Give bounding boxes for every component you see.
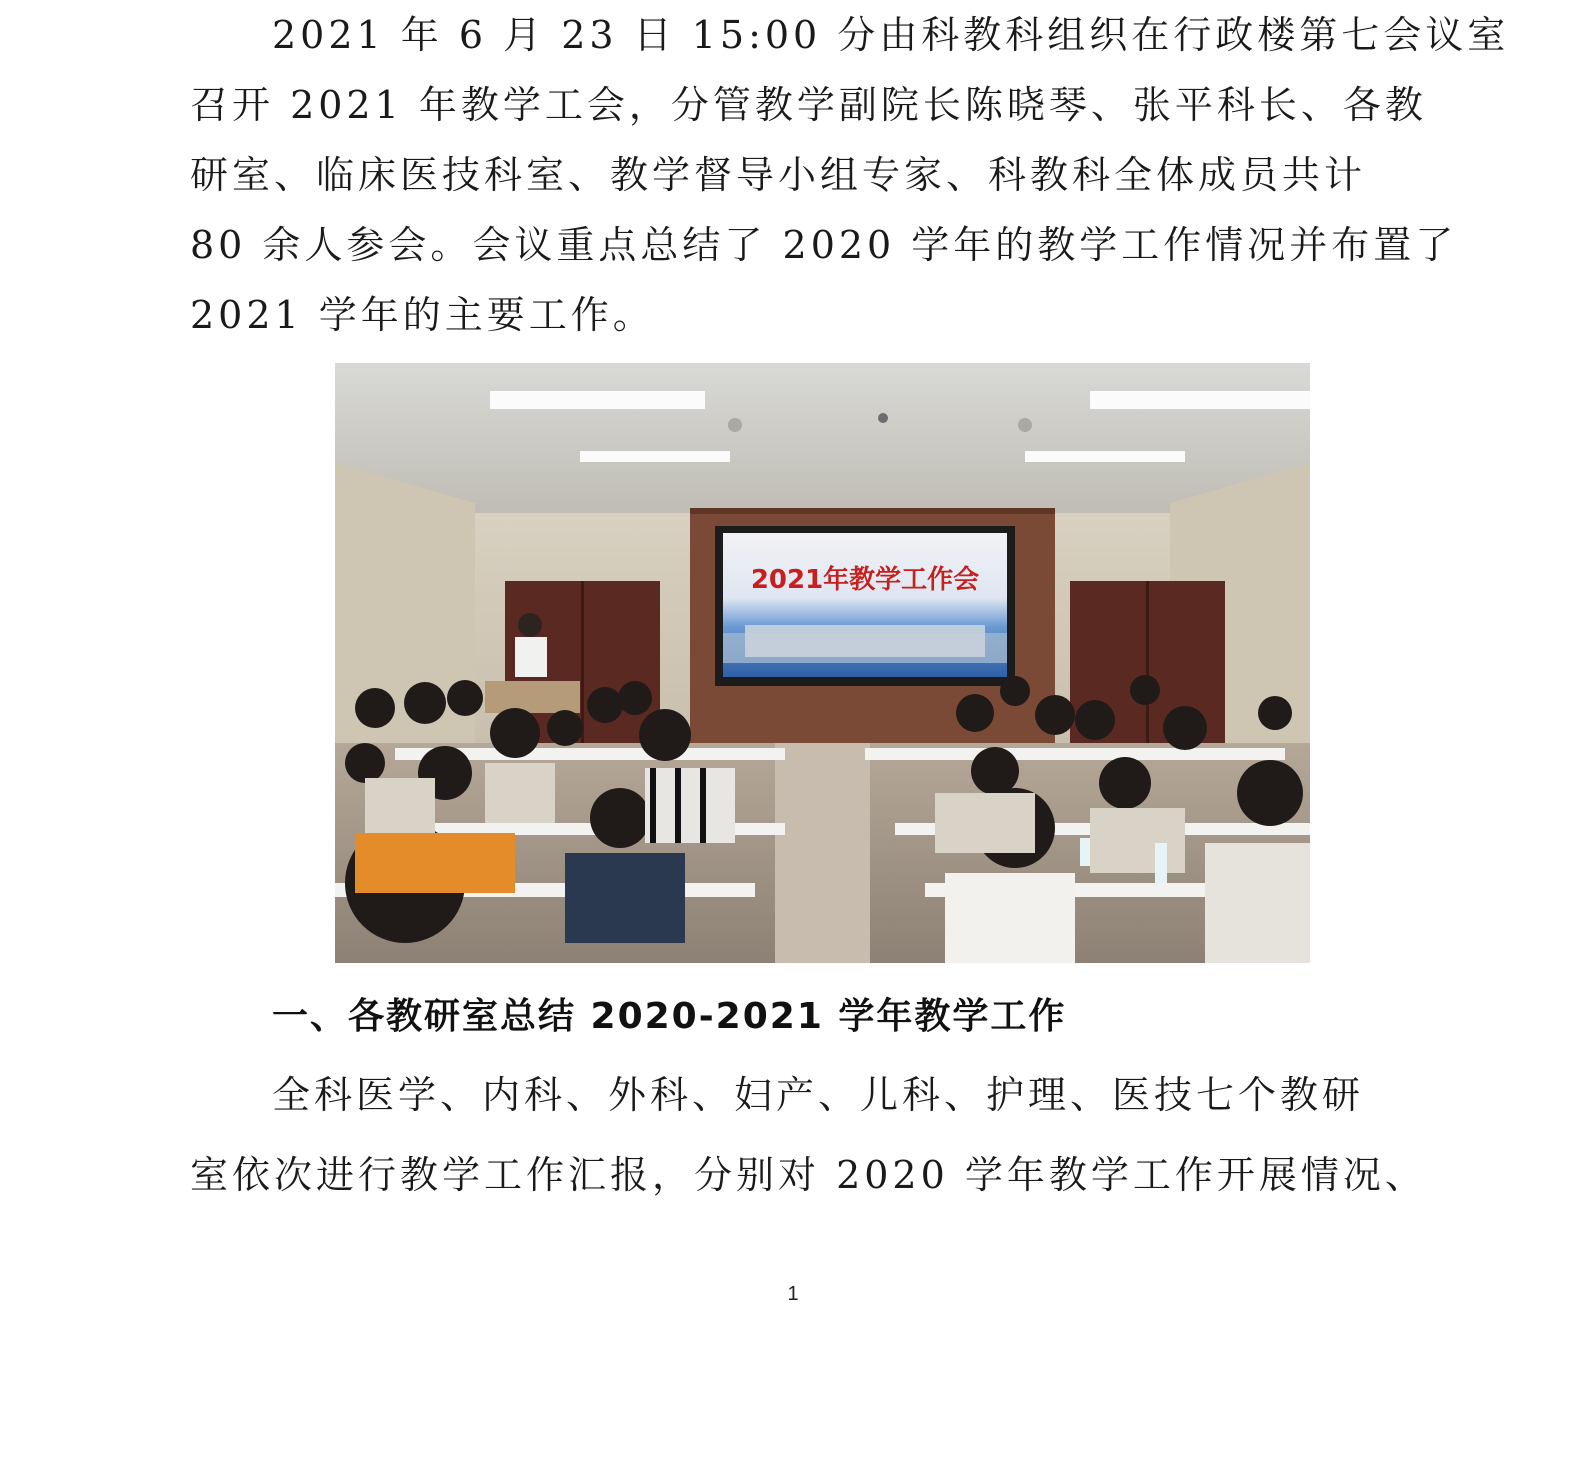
paragraph-line: 80 余人参会。会议重点总结了 2020 学年的教学工作情况并布置了 xyxy=(190,223,1458,267)
section-heading: 一、各教研室总结 2020-2021 学年教学工作 xyxy=(272,996,1067,1037)
paragraph-line: 室依次进行教学工作汇报，分别对 2020 学年教学工作开展情况、 xyxy=(190,1153,1427,1197)
paragraph-line: 全科医学、内科、外科、妇产、儿科、护理、医技七个教研 xyxy=(272,1073,1365,1117)
paragraph-line: 召开 2021 年教学工会，分管教学副院长陈晓琴、张平科长、各教 xyxy=(190,83,1427,127)
paragraph-line: 2021 学年的主要工作。 xyxy=(190,293,655,337)
page-number: 1 xyxy=(787,1283,799,1305)
screen-title: 2021年教学工作会 xyxy=(750,565,980,595)
paragraph-line: 2021 年 6 月 23 日 15:00 分由科教科组织在行政楼第七会议室 xyxy=(272,13,1510,57)
paragraph-line: 研室、临床医技科室、教学督导小组专家、科教科全体成员共计 xyxy=(190,153,1367,197)
meeting-photo xyxy=(335,363,1310,963)
